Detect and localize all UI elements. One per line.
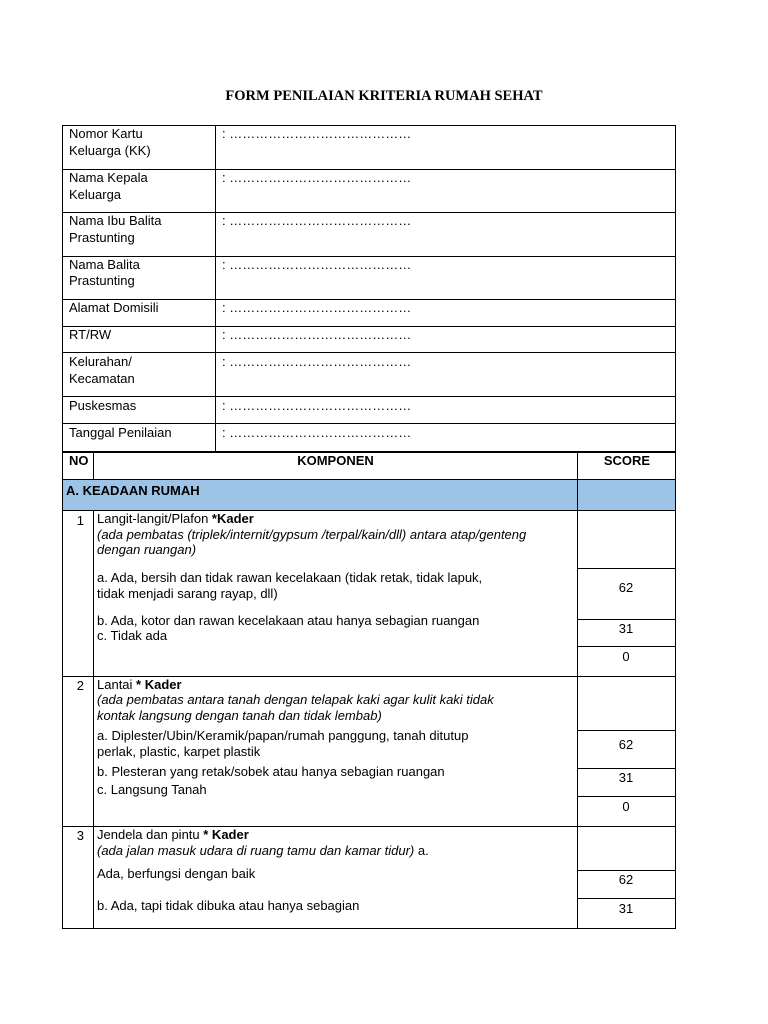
identity-label: Prastunting	[69, 273, 135, 288]
item-number: 2	[76, 678, 84, 693]
item-title	[97, 827, 249, 844]
identity-label: Alamat Domisili	[69, 300, 159, 315]
section-heading: A. KEADAAN RUMAH	[66, 483, 200, 498]
item-name: Langit-langit/Plafon	[97, 511, 212, 526]
identity-label: Nomor Kartu	[69, 126, 143, 141]
identity-label: Keluarga (KK)	[69, 143, 151, 158]
identity-col-divider	[215, 125, 216, 452]
identity-value-field[interactable]: : ……………………………………	[222, 398, 412, 413]
identity-label: RT/RW	[69, 327, 112, 342]
item-option: c. Langsung Tanah	[97, 782, 207, 797]
item-option: a. Ada, bersih dan tidak rawan kecelakaan (tidak retak, tidak lapuk,	[97, 570, 483, 585]
item-option: c. Tidak ada	[97, 628, 168, 643]
item-tag: * Kader	[203, 827, 249, 842]
identity-value-field[interactable]: : ……………………………………	[222, 425, 412, 440]
item-option: b. Ada, tapi tidak dibuka atau hanya sebagian	[97, 898, 360, 913]
item-option: Ada, berfungsi dengan baik	[97, 866, 256, 881]
score-value: 62	[618, 580, 634, 595]
score-value: 31	[618, 621, 634, 636]
item-description-tail: a.	[414, 843, 429, 858]
item-option: tidak menjadi sarang rayap, dll)	[97, 586, 278, 601]
item-title	[97, 511, 254, 528]
item-number: 1	[76, 513, 84, 528]
identity-value-field[interactable]: : ……………………………………	[222, 213, 412, 228]
page-title: FORM PENILAIAN KRITERIA RUMAH SEHAT	[225, 88, 543, 104]
score-value: 31	[618, 770, 634, 785]
column-header-no: NO	[69, 453, 89, 468]
item-description-text: (ada jalan masuk udara di ruang tamu dan kamar tidur)	[97, 843, 415, 858]
column-header-score: SCORE	[603, 453, 651, 468]
item-name: Lantai	[97, 677, 137, 692]
identity-label: Puskesmas	[69, 398, 137, 413]
identity-value-field[interactable]: : ……………………………………	[222, 170, 412, 185]
item-option: b. Plesteran yang retak/sobek atau hanya sebagian ruangan	[97, 764, 445, 779]
identity-label: Keluarga	[69, 187, 122, 202]
item-option: perlak, plastic, karpet plastik	[97, 744, 261, 759]
identity-label: Tanggal Penilaian	[69, 425, 172, 440]
item-name: Jendela dan pintu	[97, 827, 204, 842]
identity-value-field[interactable]: : ……………………………………	[222, 327, 412, 342]
item-tag: * Kader	[136, 677, 182, 692]
item-description: kontak langsung dengan tanah dan tidak lembab)	[97, 708, 382, 723]
identity-label: Nama Balita	[69, 257, 140, 272]
item-description	[97, 843, 429, 860]
item-option: b. Ada, kotor dan rawan kecelakaan atau hanya sebagian ruangan	[97, 613, 480, 628]
identity-value-field[interactable]: : ……………………………………	[222, 257, 412, 272]
identity-value-field[interactable]: : ……………………………………	[222, 126, 412, 141]
identity-label: Nama Ibu Balita	[69, 213, 162, 228]
item-description: (ada pembatas antara tanah dengan telapak kaki agar kulit kaki tidak	[97, 692, 494, 707]
item-description: (ada pembatas (triplek/internit/gypsum /terpal/kain/dll) antara atap/genteng	[97, 527, 527, 542]
identity-value-field[interactable]: : ……………………………………	[222, 354, 412, 369]
score-value: 0	[622, 649, 630, 664]
item-tag: *Kader	[211, 511, 254, 526]
item-option: a. Diplester/Ubin/Keramik/papan/rumah panggung, tanah ditutup	[97, 728, 469, 743]
identity-value-field[interactable]: : ……………………………………	[222, 300, 412, 315]
identity-label: Kelurahan/	[69, 354, 132, 369]
score-value: 62	[618, 872, 634, 887]
item-number: 3	[76, 828, 84, 843]
item-description: dengan ruangan)	[97, 542, 197, 557]
score-value: 0	[622, 799, 630, 814]
identity-label: Nama Kepala	[69, 170, 148, 185]
score-value: 62	[618, 737, 634, 752]
score-value: 31	[618, 901, 634, 916]
identity-label: Prastunting	[69, 230, 135, 245]
column-header-komponen: KOMPONEN	[297, 453, 374, 468]
identity-label: Kecamatan	[69, 371, 135, 386]
